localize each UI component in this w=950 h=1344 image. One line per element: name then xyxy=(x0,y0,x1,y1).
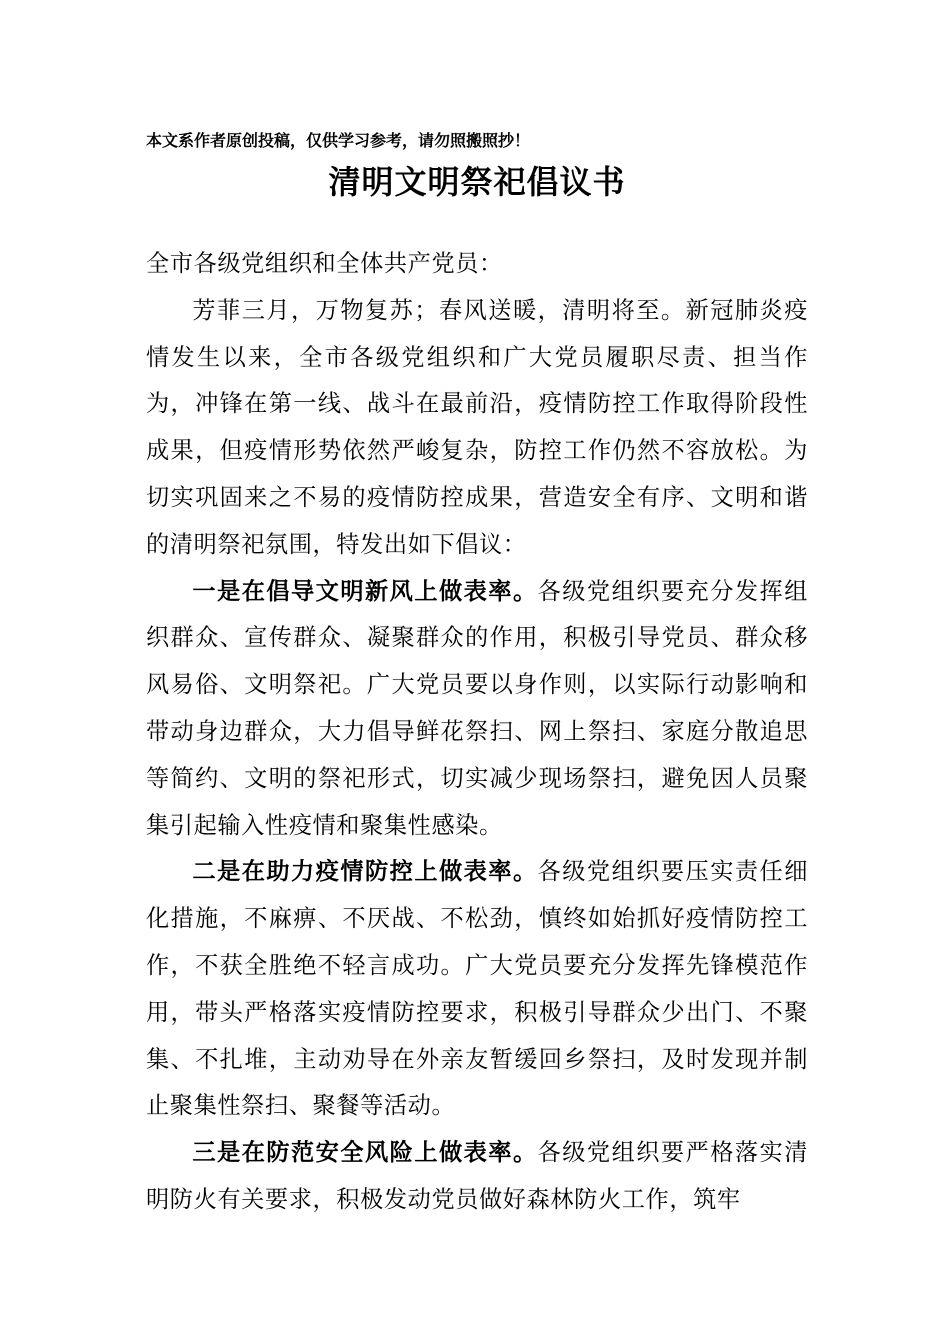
section-text-3: 各级党组织要严格落实清明防火有关要求，积极发动党员做好森林防火工作，筑牢 xyxy=(146,1139,808,1213)
section-paragraph-3 xyxy=(146,1130,808,1224)
intro-paragraph: 芳菲三月，万物复苏；春风送暖，清明将至。新冠肺炎疫情发生以来，全市各级党组织和广大党员履职尽责、担当作为，冲锋在第一线、战斗在最前沿，疫情防控工作取得阶段性成果，但疫情形势依然严峻复杂，防控工作仍然不容放松。为切实巩固来之不易的疫情防控成果，营造安全有序、文明和谐的清明祭祀氛围，特发出如下倡议： xyxy=(146,296,808,558)
document-page xyxy=(146,130,808,1224)
section-text-1: 各级党组织要充分发挥组织群众、宣传群众、凝聚群众的作用，积极引导党员、群众移风易俗、文明祭祀。广大党员要以身作则，以实际行动影响和带动身边群众，大力倡导鲜花祭扫、网上祭扫、家庭分散追思等简约、文明的祭祀形式，切实减少现场祭扫，避免因人员聚集引起输入性疫情和聚集性感染。 xyxy=(146,577,808,839)
salutation: 全市各级党组织和全体共产党员： xyxy=(146,250,503,277)
section-paragraph-2 xyxy=(146,849,808,1130)
section-lead-3: 三是在防范安全风险上做表率。 xyxy=(192,1139,538,1167)
section-text-2: 各级党组织要压实责任细化措施，不麻痹、不厌战、不松劲，慎终如始抓好疫情防控工作，不获全胜绝不轻言成功。广大党员要充分发挥先锋模范作用，带头严格落实疫情防控要求，积极引导群众少出门、不聚集、不扎堆，主动劝导在外亲友暂缓回乡祭扫，及时发现并制止聚集性祭扫、聚餐等活动。 xyxy=(146,858,808,1120)
section-lead-1: 一是在倡导文明新风上做表率。 xyxy=(192,577,538,605)
document-title: 清明文明祭祀倡议书 xyxy=(328,163,626,201)
copyright-notice: 本文系作者原创投稿，仅供学习参考，请勿照搬照抄！ xyxy=(146,131,531,150)
section-lead-2: 二是在助力疫情防控上做表率。 xyxy=(192,858,538,886)
section-paragraph-1 xyxy=(146,569,808,850)
